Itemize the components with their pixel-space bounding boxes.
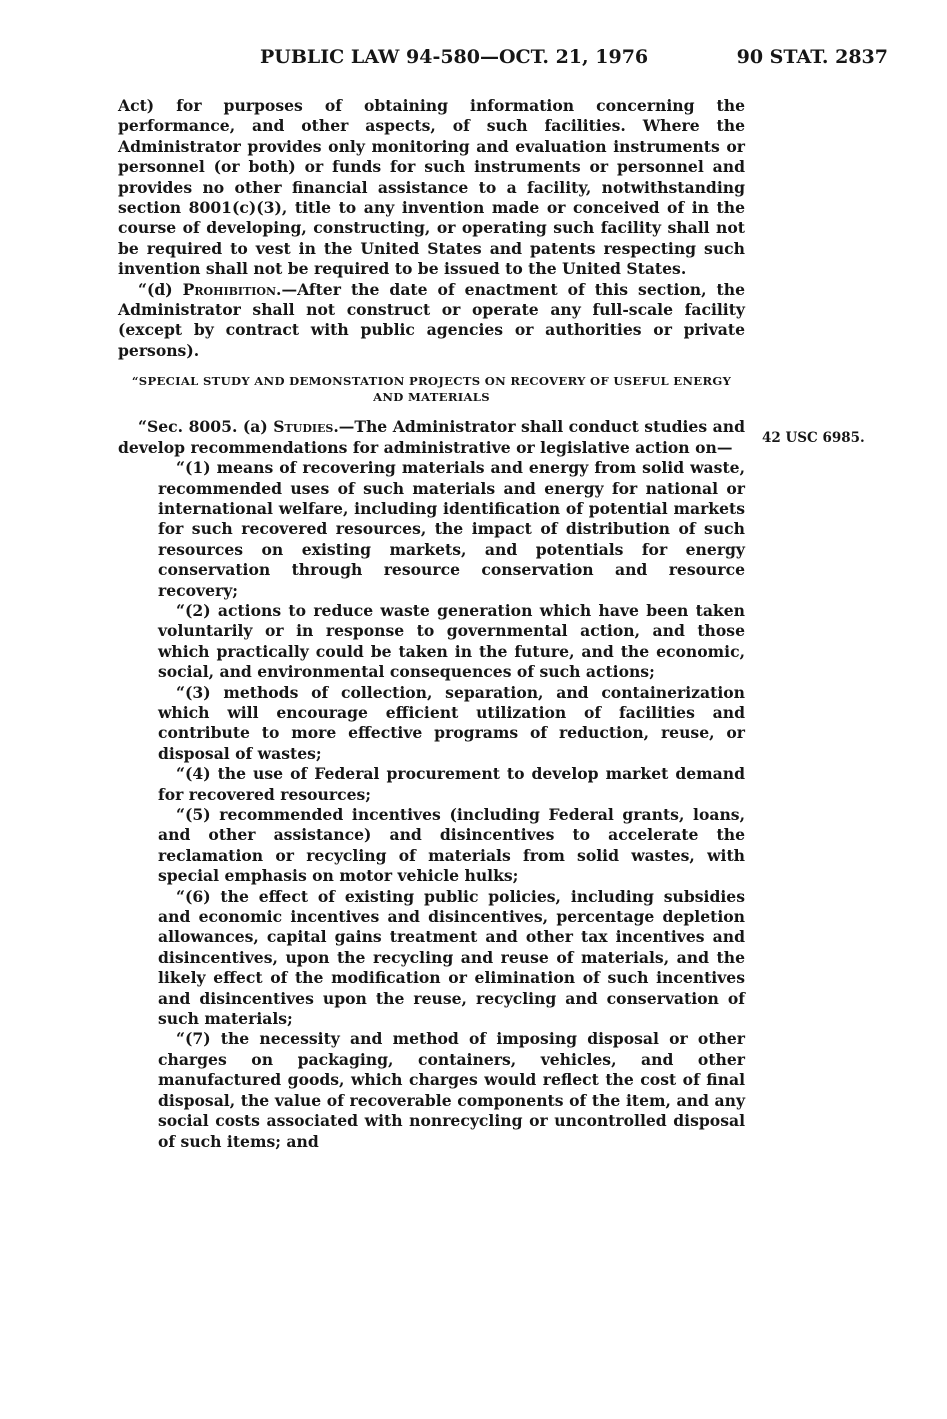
- list-item: “(3) methods of collection, separation, and containerization which will encourage efficient utilization of facilities and contribute to more effective programs of reduction, reuse, or disposal of wastes;: [158, 682, 745, 763]
- section-heading: “SPECIAL STUDY AND DEMONSTATION PROJECTS ON RECOVERY OF USEFUL ENERGY AND MATERIALS: [131, 374, 732, 405]
- list-item: “(6) the effect of existing public policies, including subsidies and economic incentives and disincentives, percentage depletion allowances, capital gains treatment and other tax incentives and disincentives, upon the recycling and reuse of materials, and the likely effect of the modification or elimination of such incentives and disincentives upon the reuse, recycling and conservation of such materials;: [158, 886, 745, 1029]
- subsection-caption: Prohibition: [182, 279, 277, 299]
- paragraph-continuation: Act) for purposes of obtaining information concerning the performance, and other aspects, of such facilities. Where the Administrator provides only monitoring and evaluation instruments or personnel (or both) or funds for such instruments or personnel and provides no other financial assistance to a facility, notwithstanding section 8001(c)(3), title to any invention made or conceived of in the course of developing, constructing, or operating such facility shall not be required to vest in the United States and patents respecting such invention shall not be required to be issued to the United States.: [118, 96, 745, 279]
- section-number: “Sec. 8005. (a): [138, 417, 274, 437]
- list-item: “(2) actions to reduce waste generation which have been taken voluntarily or in response to governmental action, and those which practically could be taken in the future, and the economic, social, and environmental consequences of such actions;: [158, 600, 745, 682]
- stat-number: 90 STAT. 2837: [736, 46, 888, 68]
- paragraph-section-8005: [118, 417, 745, 458]
- law-title: PUBLIC LAW 94-580—OCT. 21, 1976: [260, 46, 649, 68]
- section-text: .—The Administrator shall conduct studies and develop recommendations for administrative or legislative action on—: [118, 417, 745, 457]
- list-item: “(7) the necessity and method of imposing disposal or other charges on packaging, containers, vehicles, and other manufactured goods, which charges would reflect the cost of final disposal, the value of recoverable components of the item, and any social costs associated with nonrecycling or uncontrolled disposal of such items; and: [158, 1029, 745, 1151]
- list-item: “(4) the use of Federal procurement to develop market demand for recovered resources;: [158, 764, 745, 804]
- subsection-number: “(d): [138, 279, 183, 299]
- paragraph-prohibition: [118, 280, 745, 362]
- section-caption: Studies: [273, 417, 334, 437]
- list-item: “(1) means of recovering materials and energy from solid waste, recommended uses of such materials and energy for national or international welfare, including identification of potential markets for such recovered resources, the impact of distribution of such resources on existing markets, and potentials for energy conservation through resource conservation and resource recovery;: [158, 458, 745, 600]
- list-item: “(5) recommended incentives (including Federal grants, loans, and other assistance) and disincentives to accelerate the reclamation or recycling of materials from solid wastes, with special emphasis on motor vehicle hulks;: [158, 805, 745, 886]
- body-text: [118, 96, 745, 1152]
- margin-citation: 42 USC 6985.: [762, 430, 865, 446]
- subsection-text: .—After the date of enactment of this section, the Administrator shall not construct or operate any full-scale facility (except by contract with public agencies or authorities or private persons).: [118, 279, 745, 360]
